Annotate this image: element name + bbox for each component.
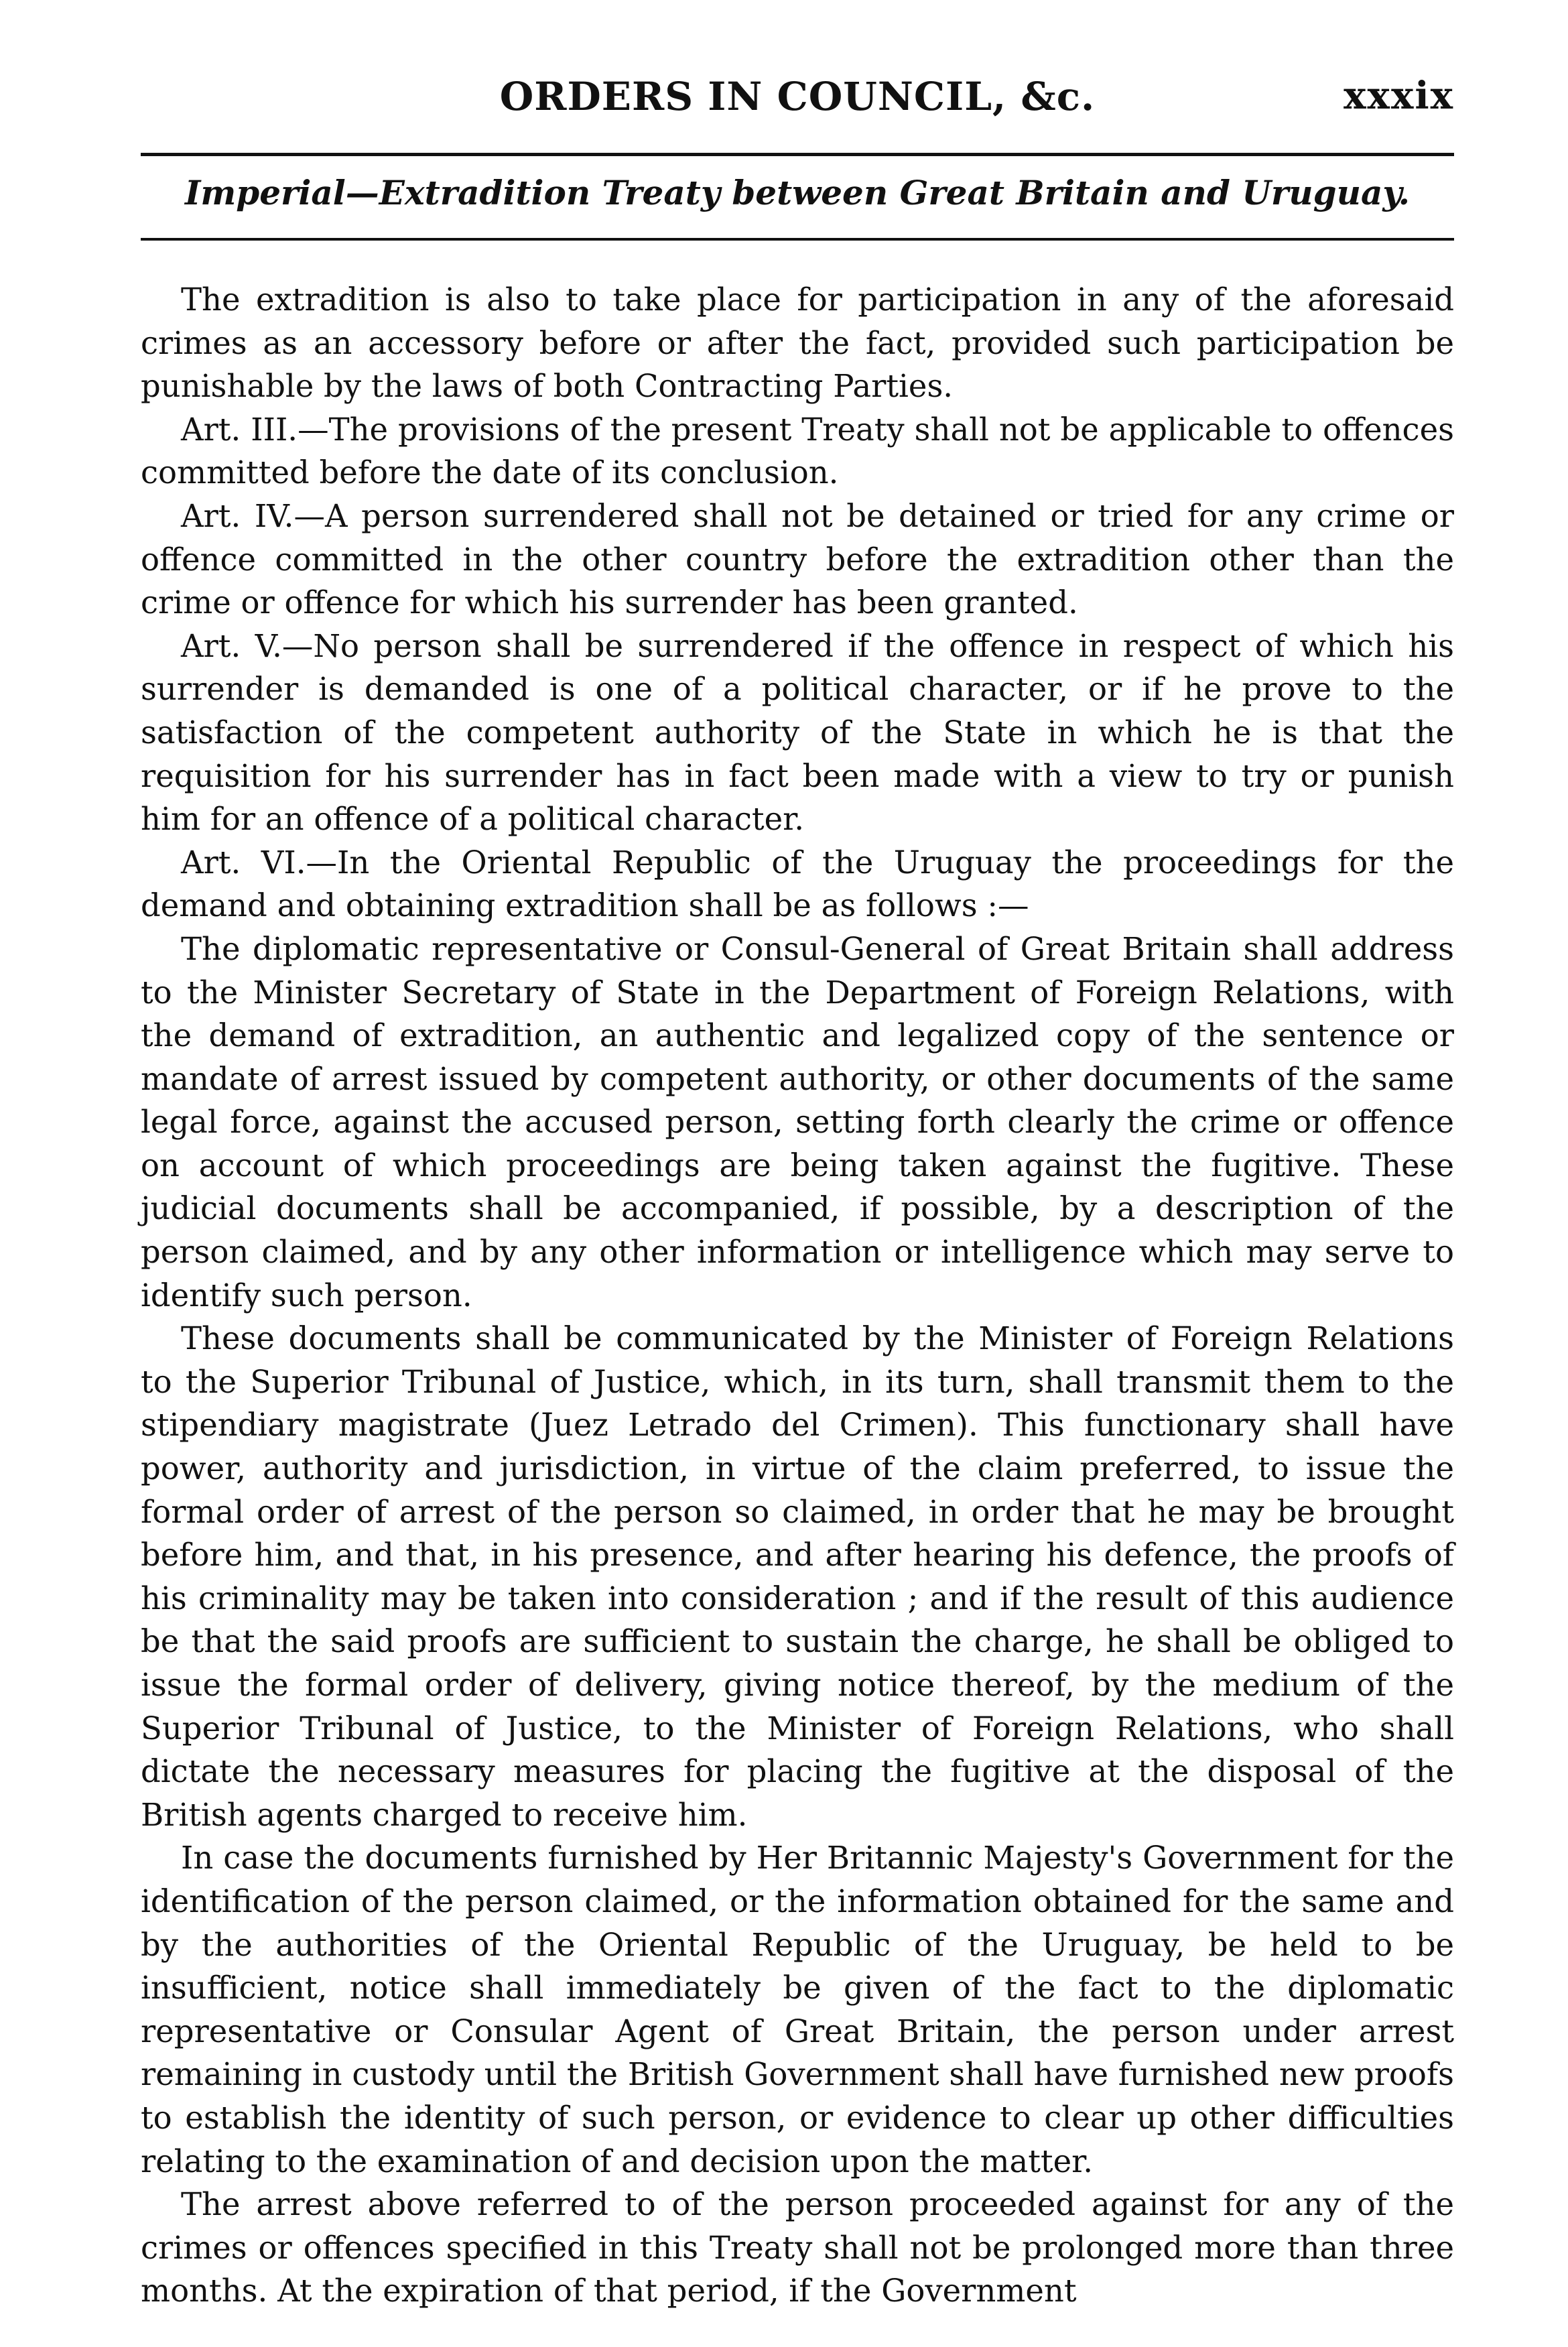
running-title: ORDERS IN COUNCIL, &c. <box>499 74 1096 119</box>
paragraph-article-v: Art. V.—No person shall be surrendered if the offence in respect of which his surrender is demanded is one of a political character, or if he prove to the satisfaction of the competent authority of the State in which he is that the requisition for his surrender has in fact been made with a view to try or punish him for an offence of a political character. <box>141 627 1454 838</box>
page-number: xxxix <box>1344 74 1454 118</box>
paragraph-documents-communicated: These documents shall be communicated by the Minister of Foreign Relations to the Superior Tribunal of Justice, which, in its turn, shall transmit them to the stipendiary magistrate (Juez Letrado del Crimen). This functionary shall have power, authority and jurisdiction, in virtue of the claim preferred, to issue the formal order of arrest of the person so claimed, in order that he may be brought before him, and that, in his presence, and after hearing his defence, the proofs of his criminality may be taken into consideration ; and if the result of this audience be that the said proofs are sufficient to sustain the charge, he shall be obliged to issue the formal order of delivery, giving notice thereof, by the medium of the Superior Tribunal of Justice, to the Minister of Foreign Relations, who shall dictate the necessary measures for placing the fugitive at the disposal of the British agents charged to receive him. <box>141 1320 1454 1833</box>
section-subtitle: Imperial—Extradition Treaty between Great Britain and Uruguay. <box>184 173 1411 212</box>
page-header <box>141 74 1454 127</box>
paragraph-diplomatic-representative: The diplomatic representative or Consul-General of Great Britain shall address to the Minister Secretary of State in the Department of Foreign Relations, with the demand of extradition, an authentic and legalized copy of the sentence or mandate of arrest issued by competent authority, or other documents of the same legal force, against the accused person, setting forth clearly the crime or offence on account of which proceedings are being taken against the fugitive. These judicial documents shall be accompanied, if possible, by a description of the person claimed, and by any other information or intelligence which may serve to identify such person. <box>141 930 1454 1314</box>
top-rule <box>141 153 1454 156</box>
body-text <box>141 278 1454 2313</box>
paragraph-article-vi: Art. VI.—In the Oriental Republic of the Uruguay the proceedings for the demand and obtaining extradition shall be as follows :— <box>141 844 1454 924</box>
bottom-rule <box>141 238 1454 241</box>
paragraph-arrest-duration: The arrest above referred to of the person proceeded against for any of the crimes or offences specified in this Treaty shall not be prolonged more than three months. At the expiration of that period, if the Government <box>141 2186 1454 2309</box>
paragraph-insufficient-documents: In case the documents furnished by Her Britannic Majesty's Government for the identification of the person claimed, or the information obtained for the same and by the authorities of the Oriental Republic of the Uruguay, be held to be insufficient, notice shall immediately be given of the fact to the diplomatic representative or Consular Agent of Great Britain, the person under arrest remaining in custody until the British Government shall have furnished new proofs to establish the identity of such person, or evidence to clear up other difficulties relating to the examination of and decision upon the matter. <box>141 1840 1454 2179</box>
paragraph-article-iii: Art. III.—The provisions of the present Treaty shall not be applicable to offences committed before the date of its conclusion. <box>141 411 1454 491</box>
paragraph-participation: The extradition is also to take place for participation in any of the aforesaid crimes as an accessory before or after the fact, provided such participation be punishable by the laws of both Contracting Parties. <box>141 281 1454 405</box>
paragraph-article-iv: Art. IV.—A person surrendered shall not be detained or tried for any crime or offence committed in the other country before the extradition other than the crime or offence for which his surrender has been granted. <box>141 497 1454 621</box>
